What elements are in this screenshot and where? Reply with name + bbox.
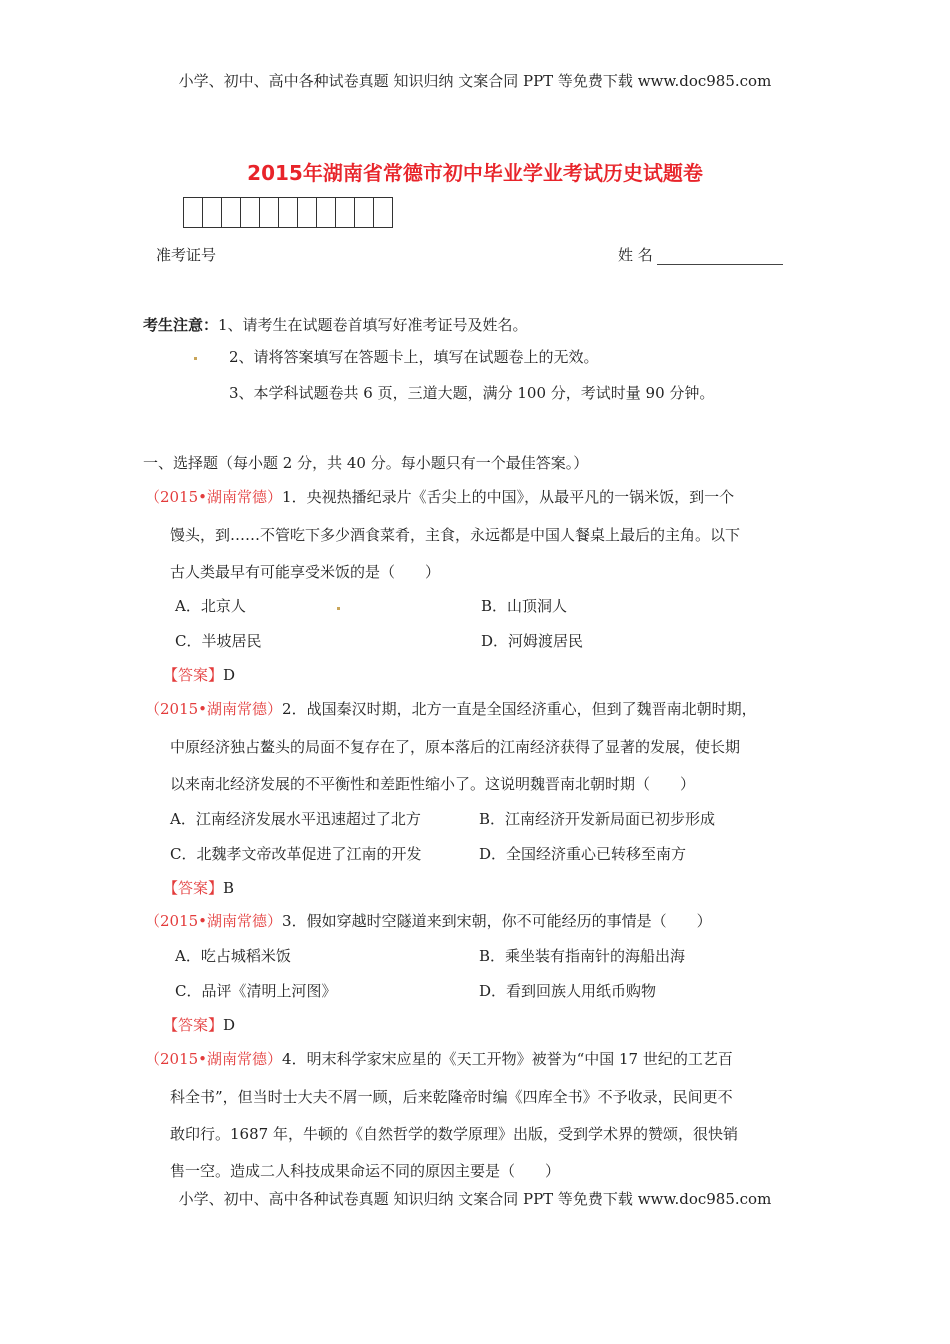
name-label: 姓 名 (618, 246, 653, 264)
answer-label: 【答案】 (163, 1016, 224, 1034)
question-1-line-2: 馒头，到……不管吃下多少酒食菜肴，主食，永远都是中国人餐桌上最后的主角。以下 (170, 526, 741, 544)
answer-label: 【答案】 (163, 666, 224, 684)
exam-number-label: 准考证号 (156, 246, 217, 264)
option-b: B．山顶洞人 (481, 597, 568, 615)
option-d: D．河姆渡居民 (481, 632, 584, 650)
question-2-line-1: （2015•湖南常德）2．战国秦汉时期，北方一直是全国经济重心，但到了魏晋南北朝时期， (145, 700, 757, 718)
answer-value: D (223, 1016, 236, 1034)
option-c: C．品评《清明上河图》 (175, 982, 337, 1000)
question-4-line-3: 敢印行。1687 年，牛顿的《自然哲学的数学原理》出版，受到学术界的赞颂，很快销 (170, 1125, 738, 1143)
question-2-line-3: 以来南北经济发展的不平衡性和差距性缩小了。这说明魏晋南北朝时期（ ） (170, 775, 696, 793)
question-source: （2015•湖南常德） (145, 488, 283, 506)
option-c: C．半坡居民 (175, 632, 262, 650)
notice-item-1: 考生注意：1、请考生在试题卷首填写好准考证号及姓名。 (143, 316, 528, 334)
option-a: A．北京人 (175, 597, 246, 615)
answer-value: D (223, 666, 236, 684)
notice-item-3: 3、本学科试题卷共 6 页，三道大题，满分 100 分，考试时量 90 分钟。 (229, 384, 715, 402)
name-field[interactable] (618, 244, 783, 265)
id-box[interactable] (279, 198, 298, 227)
option-d: D．看到回族人用纸币购物 (479, 982, 657, 1000)
id-box[interactable] (298, 198, 317, 227)
question-4-line-1: （2015•湖南常德）4．明末科学家宋应星的《天工开物》被誉为“中国 17 世纪的工艺百 (145, 1050, 733, 1068)
page-footer: 小学、初中、高中各种试卷真题 知识归纳 文案合同 PPT 等免费下载 www.doc985.com (178, 1190, 772, 1208)
page-header: 小学、初中、高中各种试卷真题 知识归纳 文案合同 PPT 等免费下载 www.doc985.com (178, 72, 772, 90)
id-box[interactable] (241, 198, 260, 227)
decorative-dot (337, 607, 340, 610)
decorative-dot (194, 357, 197, 360)
name-blank-line[interactable] (657, 248, 783, 265)
question-2-line-2: 中原经济独占鳌头的局面不复存在了，原本落后的江南经济获得了显著的发展，使长期 (170, 738, 741, 756)
question-source: （2015•湖南常德） (145, 700, 283, 718)
option-c: C．北魏孝文帝改革促进了江南的开发 (170, 845, 422, 863)
option-a: A．江南经济发展水平迅速超过了北方 (170, 810, 421, 828)
question-source: （2015•湖南常德） (145, 912, 283, 930)
id-box[interactable] (260, 198, 279, 227)
answer-1 (163, 664, 235, 685)
id-box[interactable] (336, 198, 355, 227)
answer-2 (163, 877, 234, 898)
page-title: 2015年湖南省常德市初中毕业学业考试历史试题卷 (247, 161, 703, 185)
option-a: A．吃占城稻米饭 (175, 947, 291, 965)
id-box[interactable] (184, 198, 203, 227)
id-box[interactable] (317, 198, 336, 227)
option-b: B．江南经济开发新局面已初步形成 (479, 810, 716, 828)
question-1-line-3: 古人类最早有可能享受米饭的是（ ） (170, 563, 441, 581)
question-1-line-1: （2015•湖南常德）1．央视热播纪录片《舌尖上的中国》，从最平凡的一锅米饭，到一个 (145, 488, 735, 506)
question-source: （2015•湖南常德） (145, 1050, 283, 1068)
option-d: D．全国经济重心已转移至南方 (479, 845, 687, 863)
answer-value: B (223, 879, 235, 897)
question-3-line-1: （2015•湖南常德）3．假如穿越时空隧道来到宋朝，你不可能经历的事情是（ ） (145, 912, 712, 930)
answer-3 (163, 1014, 235, 1035)
id-box[interactable] (203, 198, 222, 227)
section-heading: 一、选择题（每小题 2 分，共 40 分。每小题只有一个最佳答案。） (143, 454, 589, 472)
notice-label: 考生注意： (143, 316, 219, 334)
option-b: B．乘坐装有指南针的海船出海 (479, 947, 686, 965)
question-4-line-4: 售一空。造成二人科技成果命运不同的原因主要是（ ） (170, 1162, 561, 1180)
exam-number-boxes[interactable] (183, 197, 393, 228)
id-box[interactable] (374, 198, 392, 227)
id-box[interactable] (222, 198, 241, 227)
notice-item-2: 2、请将答案填写在答题卡上，填写在试题卷上的无效。 (229, 348, 599, 366)
question-4-line-2: 科全书”，但当时士大夫不屑一顾，后来乾隆帝时编《四库全书》不予收录，民间更不 (170, 1088, 733, 1106)
answer-label: 【答案】 (163, 879, 224, 897)
id-box[interactable] (355, 198, 374, 227)
